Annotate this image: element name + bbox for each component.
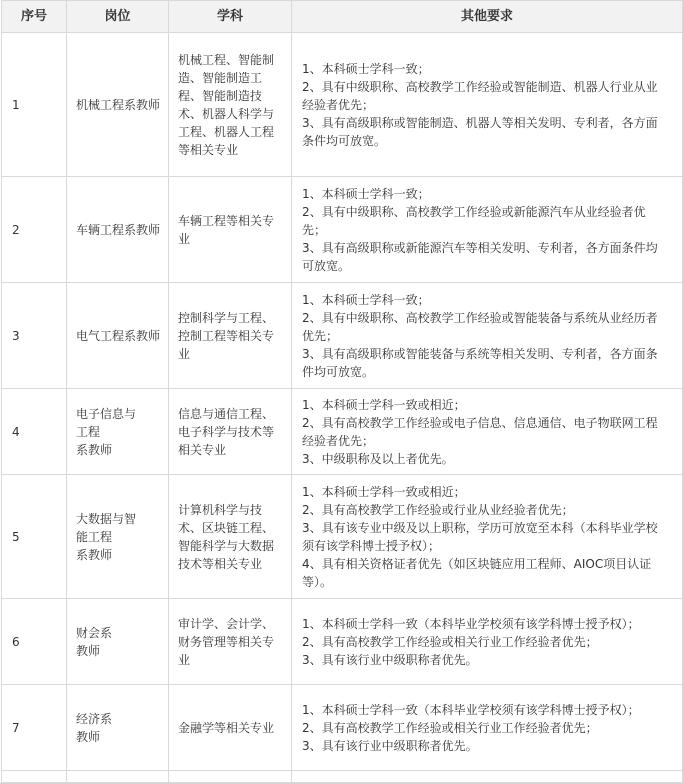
requirement-item: 3、具有该行业中级职称者优先。 — [302, 738, 478, 753]
row-position: 车辆工程系教师 — [67, 177, 169, 283]
row-discipline — [169, 771, 292, 783]
requirement-item: 4、具有相关资格证者优先（如区块链应用工程师、AIOC项目认证等）。 — [302, 556, 652, 589]
header-index: 序号 — [2, 1, 67, 33]
position-line: 教师 — [76, 643, 101, 658]
table-row — [2, 685, 683, 771]
row-discipline: 信息与通信工程、电子科学与技术等相关专业 — [169, 389, 292, 475]
table-row — [2, 33, 683, 177]
requirement-item: 3、具有该行业中级职称者优先。 — [302, 652, 478, 667]
position-line: 教师 — [76, 729, 101, 744]
requirement-item: 3、中级职称及以上者优先。 — [302, 451, 454, 466]
requirement-item: 1、本科硕士学科一致或相近； — [302, 484, 466, 499]
row-position — [67, 771, 169, 783]
row-requirements — [292, 389, 683, 475]
row-index — [2, 771, 67, 783]
table-row — [2, 599, 683, 685]
table-row — [2, 283, 683, 389]
requirement-item: 2、具有高校教学工作经验或相关行业工作经验者优先； — [302, 634, 598, 649]
position-line: 系教师 — [76, 442, 113, 457]
row-requirements — [292, 599, 683, 685]
row-requirements — [292, 771, 683, 783]
position-line: 系教师 — [76, 547, 113, 562]
row-discipline: 控制科学与工程、控制工程等相关专业 — [169, 283, 292, 389]
row-discipline: 审计学、会计学、财务管理等相关专业 — [169, 599, 292, 685]
requirement-item: 2、具有高校教学工作经验或相关行业工作经验者优先； — [302, 720, 598, 735]
requirement-item: 3、具有高级职称或智能装备与系统等相关发明、专利者，各方面条件均可放宽。 — [302, 346, 658, 379]
requirement-item: 3、具有该专业中级及以上职称，学历可放宽至本科（本科毕业学校须有该学科博士授予权）； — [302, 520, 658, 553]
row-index: 7 — [2, 685, 67, 771]
row-position — [67, 685, 169, 771]
requirement-item: 1、本科硕士学科一致（本科毕业学校须有该学科博士授予权）； — [302, 702, 640, 717]
table-row — [2, 177, 683, 283]
row-requirements — [292, 283, 683, 389]
requirement-item: 1、本科硕士学科一致（本科毕业学校须有该学科博士授予权）； — [302, 616, 640, 631]
requirement-item: 2、具有中级职称、高校教学工作经验或新能源汽车从业经验者优先； — [302, 204, 646, 237]
table-row-partial — [2, 771, 683, 783]
requirement-item: 1、本科硕士学科一致； — [302, 186, 430, 201]
row-requirements — [292, 177, 683, 283]
header-position: 岗位 — [67, 1, 169, 33]
requirement-item: 1、本科硕士学科一致； — [302, 292, 430, 307]
requirement-item: 3、具有高级职称或智能制造、机器人等相关发明、专利者，各方面条件均可放宽。 — [302, 115, 658, 148]
row-index: 5 — [2, 475, 67, 599]
requirement-item: 3、具有高级职称或新能源汽车等相关发明、专利者，各方面条件均可放宽。 — [302, 240, 658, 273]
row-discipline: 机械工程、智能制造、智能制造工程、智能制造技术、机器人科学与工程、机器人工程等相关专业 — [169, 33, 292, 177]
row-index: 1 — [2, 33, 67, 177]
row-discipline: 车辆工程等相关专业 — [169, 177, 292, 283]
recruitment-table — [1, 0, 683, 783]
requirement-item: 1、本科硕士学科一致； — [302, 61, 430, 76]
row-requirements — [292, 33, 683, 177]
row-discipline: 金融学等相关专业 — [169, 685, 292, 771]
position-line: 大数据与智 — [76, 511, 137, 526]
row-position — [67, 599, 169, 685]
requirement-item: 2、具有中级职称、高校教学工作经验或智能制造、机器人行业从业经验者优先； — [302, 79, 658, 112]
requirement-item: 1、本科硕士学科一致或相近； — [302, 397, 466, 412]
row-position: 电气工程系教师 — [67, 283, 169, 389]
row-index: 3 — [2, 283, 67, 389]
position-line: 电子信息与 — [76, 406, 137, 421]
row-index: 6 — [2, 599, 67, 685]
position-line: 能工程 — [76, 529, 113, 544]
row-position: 机械工程系教师 — [67, 33, 169, 177]
table-row — [2, 475, 683, 599]
requirement-item: 2、具有高校教学工作经验或行业从业经验者优先； — [302, 502, 574, 517]
header-requirements: 其他要求 — [292, 1, 683, 33]
row-index: 2 — [2, 177, 67, 283]
position-line: 财会系 — [76, 625, 113, 640]
position-line: 工程 — [76, 424, 101, 439]
row-requirements — [292, 475, 683, 599]
requirement-item: 2、具有中级职称、高校教学工作经验或智能装备与系统从业经历者优先； — [302, 310, 658, 343]
table-row — [2, 389, 683, 475]
row-index: 4 — [2, 389, 67, 475]
row-position — [67, 389, 169, 475]
row-discipline: 计算机科学与技术、区块链工程、智能科学与大数据技术等相关专业 — [169, 475, 292, 599]
position-line: 经济系 — [76, 711, 113, 726]
row-position — [67, 475, 169, 599]
table-header-row — [2, 1, 683, 33]
header-discipline: 学科 — [169, 1, 292, 33]
requirement-item: 2、具有高校教学工作经验或电子信息、信息通信、电子物联网工程经验者优先； — [302, 415, 658, 448]
row-requirements — [292, 685, 683, 771]
